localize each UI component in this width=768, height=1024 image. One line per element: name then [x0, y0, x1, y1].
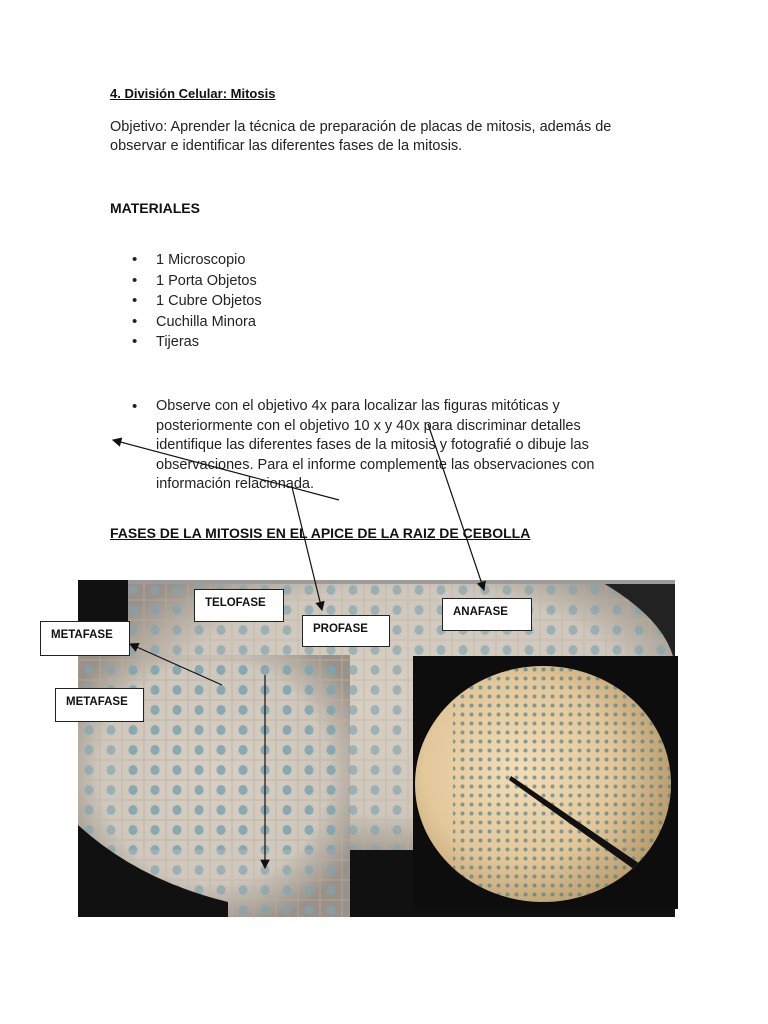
label-profase: PROFASE: [302, 615, 390, 647]
list-item: • Observe con el objetivo 4x para localizar las figuras mitóticas y posteriormente con el objetivo 10 x y 40x para discriminar detalles identifique las diferentes fases de la mitosis y fotografié o dibuje las observaciones. Para el informe complemente las observaciones con información relacionada.: [110, 397, 630, 495]
list-item: • Tijeras: [110, 332, 670, 353]
label-anafase: ANAFASE: [442, 598, 532, 631]
arrow-to-profase: [292, 487, 322, 610]
materials-heading: MATERIALES: [110, 200, 200, 216]
list-item: • 1 Porta Objetos: [110, 271, 670, 292]
label-telofase: TELOFASE: [194, 589, 284, 622]
label-metafase-bottom: METAFASE: [55, 688, 144, 722]
list-item: • 1 Cubre Objetos: [110, 291, 670, 312]
label-metafase-top: METAFASE: [40, 621, 130, 656]
arrow-to-anafase: [428, 424, 484, 590]
section-heading: 4. División Celular: Mitosis: [110, 86, 276, 101]
phases-heading: FASES DE LA MITOSIS EN EL APICE DE LA RAIZ DE CEBOLLA: [110, 525, 531, 541]
objective-paragraph: Objetivo: Aprender la técnica de preparación de placas de mitosis, además de observar e identificar las diferentes fases de la mitosis.: [110, 119, 612, 154]
list-item: • Cuchilla Minora: [110, 312, 670, 333]
arrow-to-metafase: [130, 644, 222, 685]
arrow-to-margin: [113, 440, 339, 500]
list-item: • 1 Microscopio: [110, 250, 670, 271]
